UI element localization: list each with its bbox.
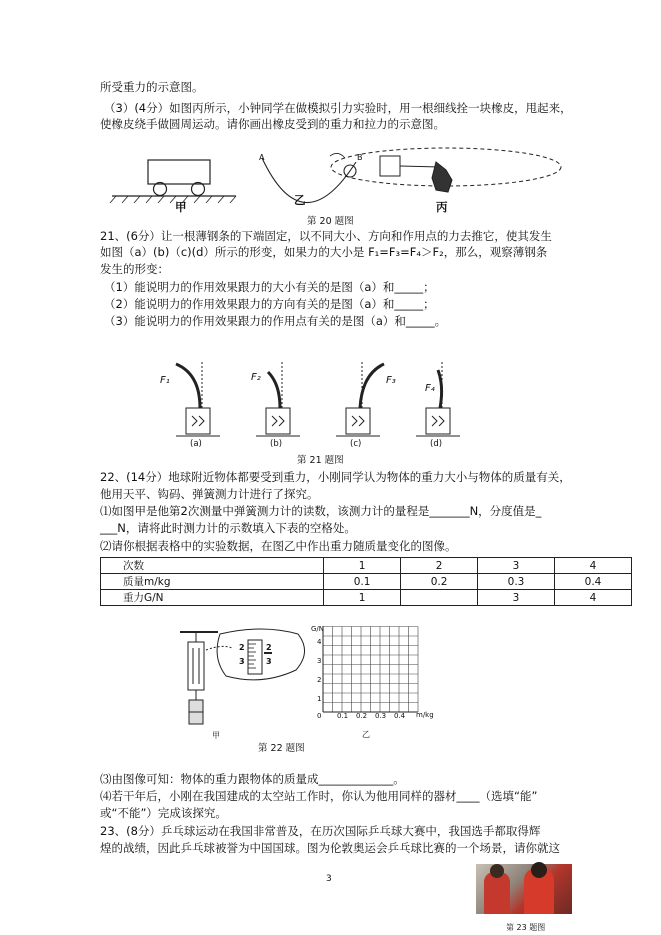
scale-tick: 3	[239, 657, 245, 666]
y-tick-label: 2	[317, 676, 322, 684]
y-axis-label: G/N	[311, 625, 325, 633]
text-line: 他用天平、钩码、弹簧测力计进行了探究。	[100, 487, 319, 501]
figure-22-graph	[0, 620, 661, 740]
table-cell-blank[interactable]	[401, 590, 478, 606]
fig20-label-jia: 甲	[175, 200, 187, 214]
x-tick-label: 0.3	[375, 712, 387, 720]
text-line: （2）能说明力的作用效果跟力的方向有关的是图（a）和_____；	[104, 297, 435, 311]
text-line: 所受重力的示意图。	[100, 80, 204, 94]
text-line: 或“不能”）完成该探究。	[100, 806, 227, 820]
force-label-f2: F₂	[251, 372, 261, 383]
point-a-label: A	[259, 153, 265, 162]
table-cell: 3	[478, 558, 555, 574]
origin-label: 0	[317, 712, 322, 720]
figure-21	[0, 356, 661, 456]
scale-tick: 2	[239, 643, 245, 652]
force-label-f4: F₄	[425, 383, 435, 394]
panel-b	[256, 360, 300, 436]
figure-20-caption: 第 20 题图	[307, 216, 354, 227]
x-tick-label: 0.2	[356, 712, 368, 720]
x-axis-label: m/kg	[416, 711, 434, 719]
text-line: 发生的形变：	[100, 262, 169, 276]
panel-label-d: (d)	[430, 439, 443, 449]
x-tick-label: 0.1	[337, 712, 349, 720]
table-cell: 次数	[101, 558, 324, 574]
figure-23-caption: 第 23 题图	[506, 923, 546, 932]
circle-motion-figure	[331, 148, 561, 192]
table-row-weight	[101, 590, 632, 606]
scale-tick: 2	[266, 643, 272, 652]
text-line: ⑵请你根据表格中的实验数据，在图乙中作出重力随质量变化的图像。	[100, 539, 457, 553]
fig20-label-bing: 丙	[436, 200, 448, 214]
data-table	[100, 557, 632, 606]
figure-21-caption: 第 21 题图	[297, 455, 344, 466]
table-cell: 质量m/kg	[101, 574, 324, 590]
panel-c	[336, 360, 384, 436]
table-cell: 重力G/N	[101, 590, 324, 606]
text-line: 煌的战绩，因此乒乓球被誉为中国国球。图为伦敦奥运会乒乓球比赛的一个场景，请你就这	[100, 841, 560, 855]
figure-22-caption: 第 22 题图	[258, 743, 305, 754]
table-cell: 4	[554, 590, 631, 606]
table-cell: 0.4	[554, 574, 631, 590]
text-line: 如图（a）(b)（c)(d）所示的形变，如果力的大小是 F₁=F₃=F₄＞F₂，那么，观察薄钢条	[100, 245, 548, 259]
panel-a	[176, 360, 220, 436]
text-line: （3）(4分）如图丙所示，小钟同学在做模拟引力实验时，用一根细线拴一块橡皮，甩起来，	[104, 101, 572, 115]
force-label-f3: F₃	[386, 375, 396, 386]
text-line: 21、(6分）让一根薄钢条的下端固定，以不同大小、方向和作用点的力去推它，使其发生	[100, 229, 552, 243]
text-line: （3）能说明力的作用效果跟力的作用点有关的是图（a）和_____。	[104, 314, 447, 328]
force-label-f1: F₁	[160, 375, 170, 386]
panel-label-b: (b)	[270, 439, 283, 449]
table-cell: 0.1	[324, 574, 401, 590]
scale-tick: 3	[266, 657, 272, 666]
table-cell: 3	[478, 590, 555, 606]
cart-figure	[110, 160, 236, 203]
x-tick-label: 0.4	[394, 712, 406, 720]
swing-figure	[262, 153, 356, 202]
point-b-label: B	[357, 153, 363, 162]
text-line: （1）能说明力的作用效果跟力的大小有关的是图（a）和_____；	[104, 280, 435, 294]
text-line: ⑷若干年后，小刚在我国建成的太空站工作时，你认为他用同样的器材____（选填“能”	[100, 789, 538, 803]
table-tennis-photo	[476, 864, 572, 914]
y-tick-label: 3	[317, 657, 322, 665]
fig22-label-jia: 甲	[212, 731, 220, 740]
y-tick-label: 4	[317, 638, 322, 646]
text-line: 22、(14分）地球附近物体都要受到重力，小刚同学认为物体的重力大小与物体的质量有关，	[100, 470, 571, 484]
page-number: 3	[326, 874, 332, 884]
table-cell: 0.3	[478, 574, 555, 590]
text-line: 使橡皮绕手做圆周运动。请你画出橡皮受到的重力和拉力的示意图。	[100, 117, 445, 131]
text-line: 23、(8分）乒乓球运动在我国非常普及，在历次国际乒乓球大赛中，我国选手都取得辉	[100, 824, 541, 838]
table-cell: 1	[324, 590, 401, 606]
table-row-mass	[101, 574, 632, 590]
panel-d	[416, 360, 460, 436]
table-cell: 1	[324, 558, 401, 574]
table-cell: 0.2	[401, 574, 478, 590]
table-cell: 4	[554, 558, 631, 574]
text-line: ___N，请将此时测力计的示数填入下表的空格处。	[100, 521, 356, 535]
panel-label-c: (c)	[350, 439, 362, 449]
text-line: ⑴如图甲是他第2次测量中弹簧测力计的读数，该测力计的量程是_______N，分度值是_	[100, 504, 542, 518]
text-line: ⑶由图像可知：物体的重力跟物体的质量成_____________。	[100, 772, 405, 786]
y-tick-label: 1	[317, 695, 322, 703]
fig22-label-yi: 乙	[362, 730, 370, 739]
table-cell: 2	[401, 558, 478, 574]
panel-label-a: (a)	[190, 439, 202, 449]
fig20-label-yi: 乙	[294, 193, 306, 207]
table-row-header	[101, 558, 632, 574]
